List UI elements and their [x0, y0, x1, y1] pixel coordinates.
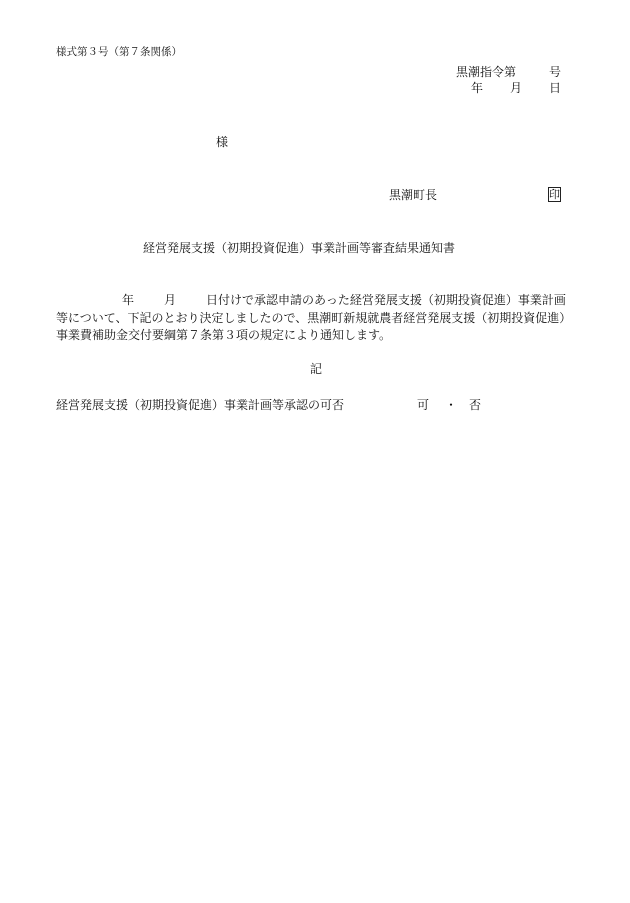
ki-heading: 記	[310, 362, 323, 376]
form-number: 様式第３号（第７条関係）	[56, 46, 182, 58]
notice-body	[56, 292, 576, 345]
issuer-name: 黒潮町長	[389, 188, 438, 202]
seal-mark: 印	[549, 188, 560, 201]
body-month: 月	[164, 293, 177, 307]
option-separator: ・	[445, 398, 458, 412]
recipient-suffix: 様	[216, 135, 229, 149]
document-number-unit: 号	[549, 65, 562, 79]
body-year: 年	[122, 293, 135, 307]
date-day: 日	[549, 81, 562, 95]
body-text: 日付けで承認申請のあった経営発展支援（初期投資促進）事業計画等について、下記のとおり決定しましたので、黒潮町新規就農者経営発展支援（初期投資促進）事業費補助金交付要綱第７条第３項の規定により通知します。	[56, 293, 572, 342]
deny-option: 否	[469, 398, 482, 412]
document-number-label: 黒潮指令第	[456, 65, 517, 79]
document-title: 経営発展支援（初期投資促進）事業計画等審査結果通知書	[143, 241, 456, 255]
decision-label: 経営発展支援（初期投資促進）事業計画等承認の可否	[56, 398, 345, 412]
date-year: 年	[471, 81, 484, 95]
approve-option: 可	[417, 398, 430, 412]
date-month: 月	[510, 81, 523, 95]
